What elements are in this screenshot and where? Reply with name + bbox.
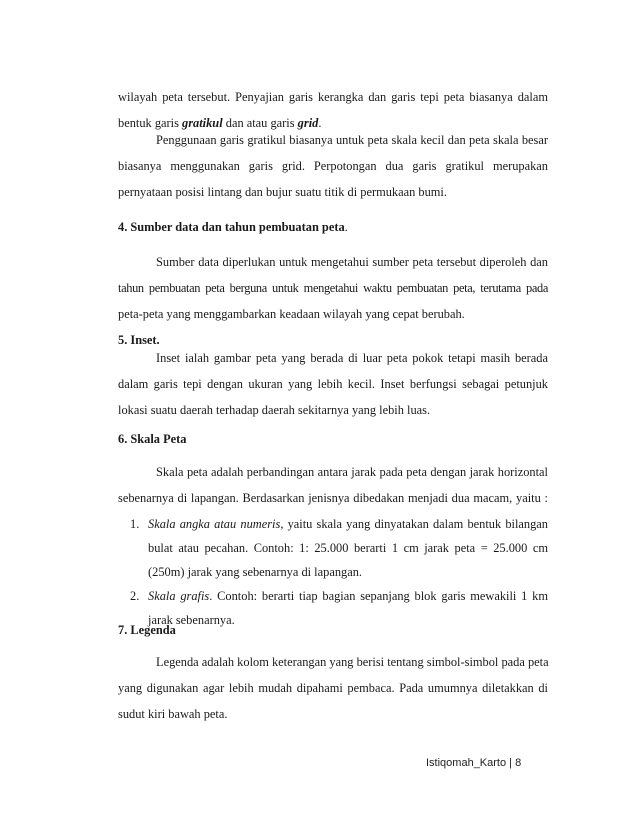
text-span: dan atau garis (222, 116, 298, 131)
text-line: peta-peta yang menggambarkan keadaan wilayah yang cepat berubah. (118, 307, 465, 322)
text-line: dalam garis tepi dengan ukuran yang lebih kecil. Inset berfungsi sebagai petunjuk (118, 377, 548, 392)
term-grafis: Skala grafis (148, 589, 210, 603)
text-line (148, 512, 548, 536)
text-span: , yaitu skala yang dinyatakan dalam bentuk bilangan (280, 517, 549, 531)
term-numeris: Skala angka atau numeris (148, 517, 281, 531)
section-heading-6: 6. Skala Peta (118, 432, 187, 446)
term-grid: grid (297, 116, 319, 131)
paragraph-sumber-data (118, 249, 548, 328)
text-span: . Contoh: berarti tiap bagian sepanjang blok garis mewakili 1 km (209, 589, 548, 603)
heading-dot: . (344, 220, 348, 234)
text-line: pernyataan posisi lintang dan bujur suatu titik di permukaan bumi. (118, 185, 447, 200)
text-line: bulat atau pecahan. Contoh: 1: 25.000 berarti 1 cm jarak peta = 25.000 cm (148, 541, 548, 555)
text-line: Penggunaan garis gratikul biasanya untuk peta skala kecil dan peta skala besar (156, 133, 548, 147)
text-line: (250m) jarak yang sebenarnya di lapangan. (148, 565, 362, 579)
paragraph-legenda (118, 649, 548, 728)
text-line: Inset ialah gambar peta yang berada di luar peta pokok tetapi masih berada (156, 351, 548, 365)
paragraph-gratikul (118, 127, 548, 206)
text-line: Legenda adalah kolom keterangan yang berisi tentang simbol-simbol pada peta (156, 655, 549, 669)
text-line: tahun pembuatan peta berguna untuk mengetahui waktu pembuatan peta, terutama pada (118, 281, 548, 296)
text-line: yang digunakan agar lebih mudah dipahami pembaca. Pada umumnya diletakkan di (118, 681, 548, 696)
section-heading-4 (118, 220, 348, 235)
paragraph-inset (118, 345, 548, 424)
text-line: sebenarnya di lapangan. Berdasarkan jenisnya dibedakan menjadi dua macam, yaitu : (118, 491, 548, 506)
text-line: Sumber data diperlukan untuk mengetahui sumber peta tersebut diperoleh dan (156, 255, 548, 269)
text-line: sudut kiri bawah peta. (118, 707, 228, 722)
term-gratikul: gratikul (182, 116, 223, 131)
paragraph-skala (118, 459, 548, 511)
heading-text: 4. Sumber data dan tahun pembuatan peta (118, 220, 345, 234)
text-line: Skala peta adalah perbandingan antara jarak pada peta dengan jarak horizontal (156, 465, 548, 479)
page-footer: Istiqomah_Karto | 8 (426, 757, 522, 769)
text-line: jarak sebenarnya. (148, 613, 235, 627)
text-line (148, 584, 548, 608)
scale-list (118, 512, 548, 632)
text-span: bentuk garis (118, 116, 183, 131)
text-span: . (318, 116, 322, 131)
list-item (118, 512, 548, 584)
text-line: biasanya menggunakan garis grid. Perpotongan dua garis gratikul merupakan (118, 159, 548, 174)
section-heading-5: 5. Inset. (118, 333, 160, 347)
list-item (118, 584, 548, 632)
list-number: 2. (130, 589, 140, 603)
text-line: wilayah peta tersebut. Penyajian garis kerangka dan garis tepi peta biasanya dalam (118, 90, 548, 104)
list-number: 1. (130, 517, 140, 531)
section-heading-7: 7. Legenda (118, 623, 176, 637)
text-line: lokasi suatu daerah terhadap daerah sekitarnya yang lebih luas. (118, 403, 431, 418)
